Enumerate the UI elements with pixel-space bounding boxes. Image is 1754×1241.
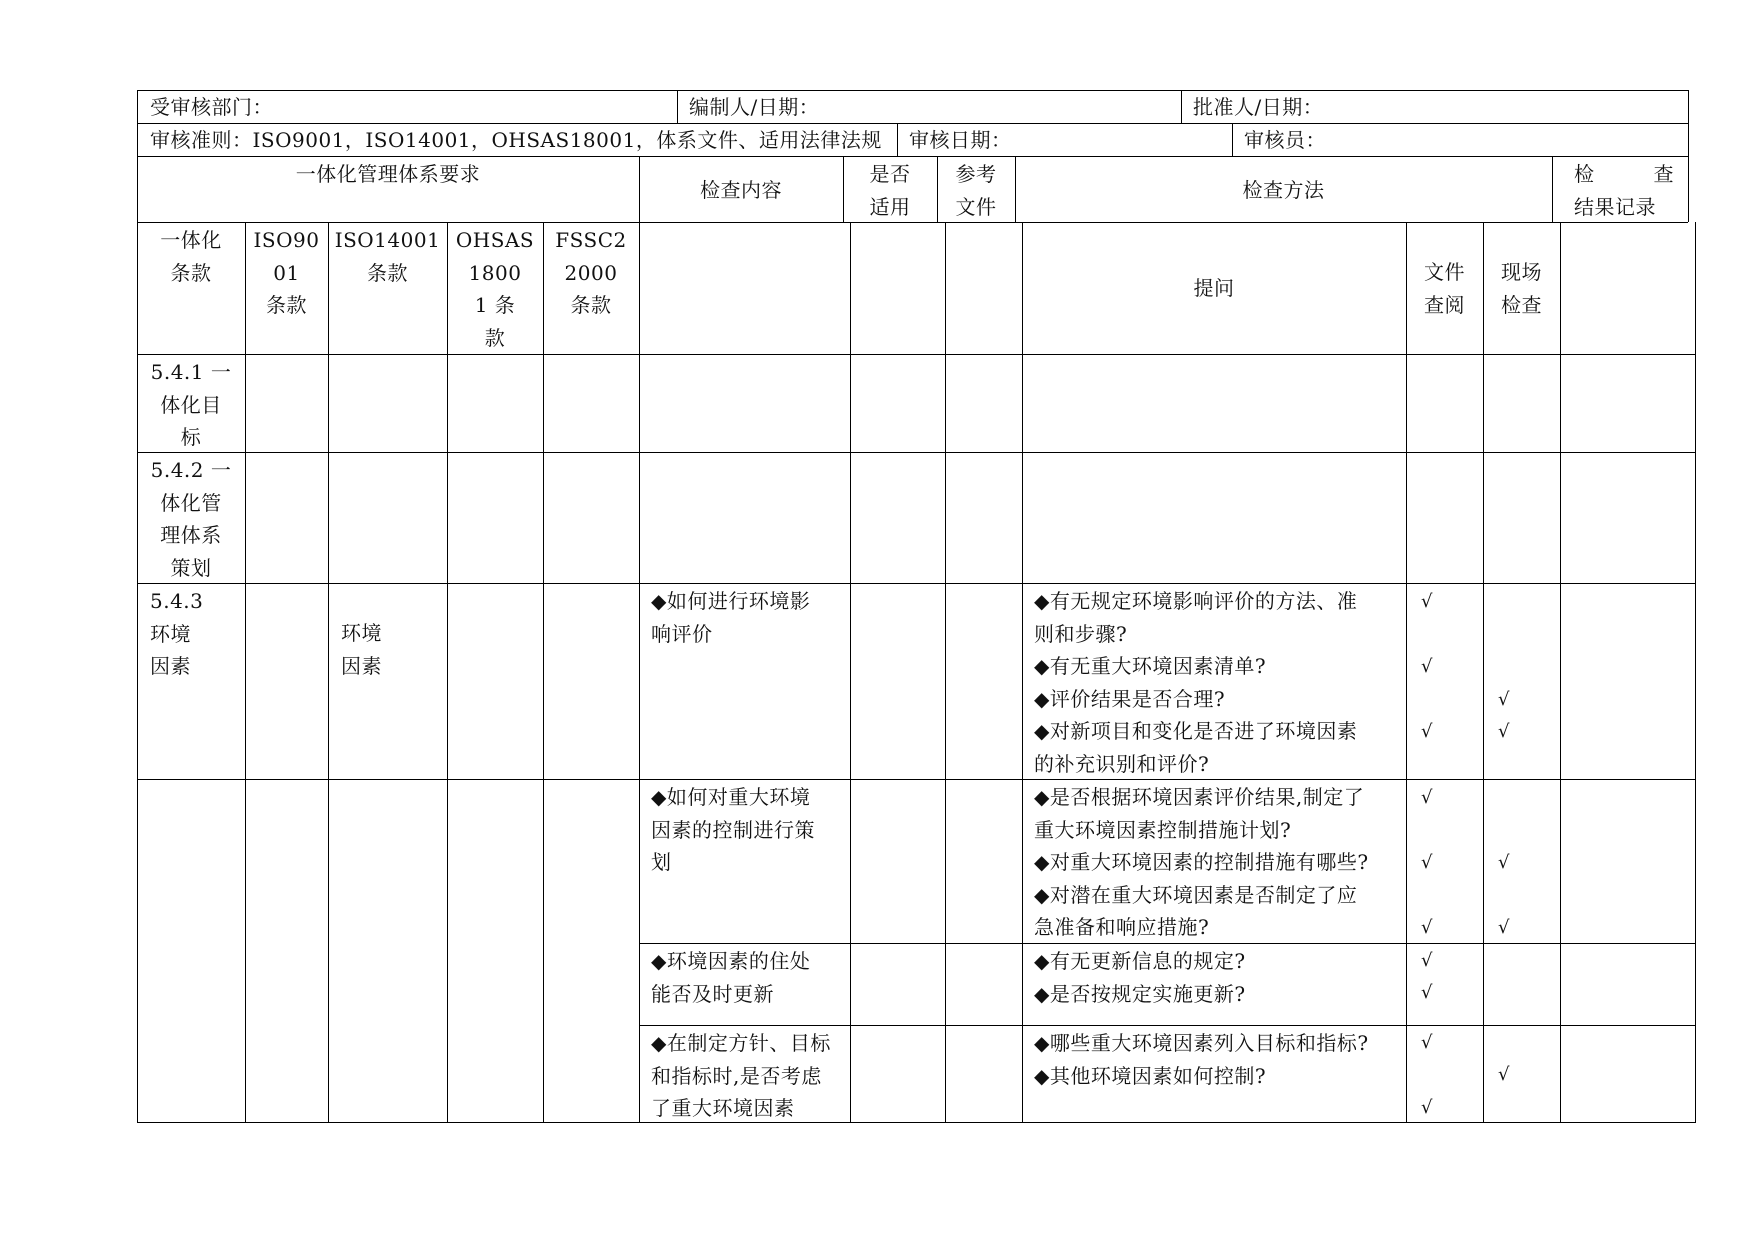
document-review-check: √	[1421, 591, 1433, 612]
rule	[677, 90, 678, 123]
clause-5-4-1: 5.4.1 一 体化目 标	[150, 360, 232, 449]
applicable-heading: 是否 适用	[869, 162, 911, 219]
rule	[1406, 222, 1407, 1122]
rule	[1560, 222, 1561, 1122]
site-check-heading: 现场 检查	[1501, 260, 1542, 317]
document-review-check: √	[1421, 656, 1433, 677]
integrated-clause-heading: 一体化 条款	[160, 228, 222, 285]
site-check-mark: √	[1498, 852, 1510, 873]
clause-5-4-2: 5.4.2 一 体化管 理体系 策划	[150, 458, 232, 580]
site-check-mark: √	[1498, 917, 1510, 938]
rule	[639, 222, 640, 1122]
check-content-item: ◆在制定方针、目标 和指标时,是否考虑 了重大环境因素	[651, 1031, 831, 1120]
iso14001-env-aspects: 环境 因素	[341, 621, 382, 678]
reference-docs-heading: 参考 文件	[955, 162, 997, 219]
rule	[137, 779, 1696, 780]
question-list: ◆哪些重大环境因素列入目标和指标? ◆其他环境因素如何控制?	[1034, 1031, 1369, 1088]
rule	[1181, 90, 1182, 123]
document-review-check: √	[1421, 787, 1433, 808]
rule	[137, 90, 1688, 91]
rule	[137, 583, 1696, 584]
auditor-label: 审核员：	[1244, 128, 1326, 152]
document-review-check: √	[1421, 1097, 1433, 1118]
check-content-item: ◆如何对重大环境 因素的控制进行策 划	[651, 785, 815, 874]
clause-5-4-3: 5.4.3 环境 因素	[150, 589, 204, 678]
site-check-mark: √	[1498, 689, 1510, 710]
check-content-heading: 检查内容	[700, 178, 782, 202]
document-review-check: √	[1421, 950, 1433, 971]
approved-by-date-label: 批准人/日期：	[1193, 95, 1324, 119]
check-method-heading: 检查方法	[1242, 178, 1325, 202]
document-review-heading: 文件 查阅	[1424, 260, 1465, 317]
ohsas18001-clause-heading: OHSAS 1800 1 条 款	[455, 228, 535, 350]
document-review-check: √	[1421, 852, 1433, 873]
rule	[1232, 123, 1233, 156]
rule	[1022, 222, 1023, 1122]
rule	[1688, 90, 1689, 222]
rule	[328, 222, 329, 1122]
question-list: ◆有无规定环境影响评价的方法、准 则和步骤? ◆有无重大环境因素清单? ◆评价结果是否合理? ◆对新项目和变化是否进了环境因素 的补充识别和评价?	[1034, 589, 1358, 776]
question-list: ◆是否根据环境因素评价结果,制定了 重大环境因素控制措施计划? ◆对重大环境因素的控制措施有哪些? ◆对潜在重大环境因素是否制定了应 急准备和响应措施?	[1034, 785, 1369, 939]
audited-department-label: 受审核部门：	[150, 95, 273, 119]
rule	[945, 222, 946, 1122]
integrated-requirements-heading: 一体化管理体系要求	[295, 162, 481, 186]
result-record-heading: 检 查 结果记录	[1574, 162, 1674, 219]
rule	[137, 1122, 1696, 1123]
rule	[1483, 222, 1484, 1122]
site-check-mark: √	[1498, 721, 1510, 742]
document-review-check: √	[1421, 982, 1433, 1003]
rule	[850, 222, 851, 1122]
rule	[897, 123, 898, 156]
rule	[447, 222, 448, 1122]
rule	[245, 222, 246, 1122]
rule	[543, 222, 544, 1122]
fssc22000-clause-heading: FSSC2 2000 条款	[555, 228, 627, 317]
site-check-mark: √	[1498, 1064, 1510, 1085]
rule	[1552, 156, 1553, 222]
audit-criteria: 审核准则：ISO9001，ISO14001，OHSAS18001，体系文件、适用法律法规	[150, 128, 882, 152]
rule	[137, 90, 138, 222]
prepared-by-date-label: 编制人/日期：	[689, 95, 820, 119]
check-content-item: ◆环境因素的住处 能否及时更新	[651, 949, 811, 1006]
question-list: ◆有无更新信息的规定? ◆是否按规定实施更新?	[1034, 949, 1246, 1006]
document-review-check: √	[1421, 917, 1433, 938]
rule	[1695, 222, 1696, 1122]
check-content-item: ◆如何进行环境影 响评价	[651, 589, 811, 646]
rule	[137, 452, 1696, 453]
document-review-check: √	[1421, 721, 1433, 742]
iso14001-clause-heading: ISO14001 条款	[334, 228, 441, 285]
document-review-check: √	[1421, 1032, 1433, 1053]
question-heading: 提问	[1193, 276, 1235, 300]
iso9001-clause-heading: ISO90 01 条款	[253, 228, 320, 317]
audit-date-label: 审核日期：	[909, 128, 1012, 152]
rule	[137, 354, 1696, 355]
